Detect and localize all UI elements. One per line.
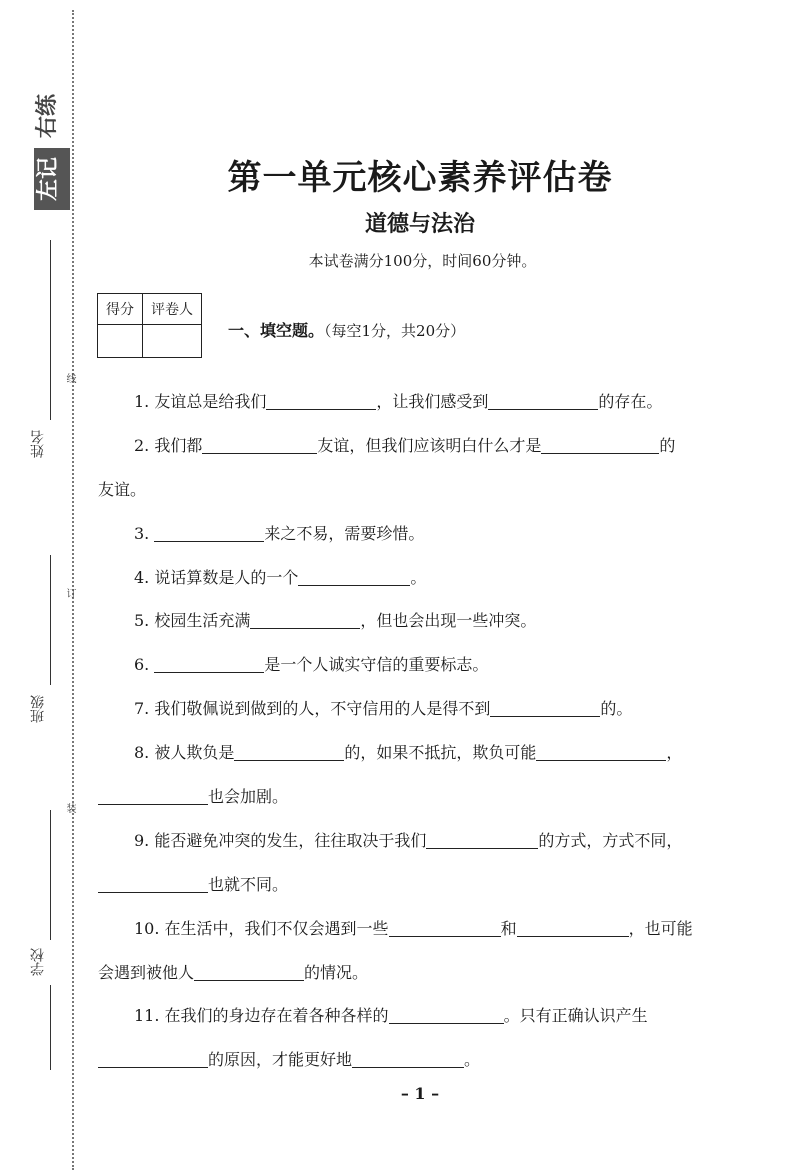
answer-blank[interactable] bbox=[541, 437, 659, 454]
section-heading bbox=[228, 318, 465, 341]
answer-blank[interactable] bbox=[98, 876, 208, 893]
cut-mark-xian: 线 bbox=[64, 373, 75, 383]
school-label: 学校 bbox=[30, 948, 46, 976]
question-1: 1. 友谊总是给我们 ，让我们感受到 的存在。 bbox=[134, 392, 663, 411]
answer-blank[interactable] bbox=[154, 656, 264, 673]
answer-blank[interactable] bbox=[234, 744, 344, 761]
question-3: 3. 来之不易，需要珍惜。 bbox=[134, 524, 425, 543]
question-8: 8. 被人欺负是 的，如果不抵抗，欺负可能 ， bbox=[134, 743, 683, 762]
question-2: 2. 我们都 友谊，但我们应该明白什么才是 的 bbox=[134, 436, 676, 455]
class-label: 班级 bbox=[30, 695, 46, 723]
answer-blank[interactable] bbox=[426, 832, 538, 849]
answer-blank[interactable] bbox=[517, 920, 629, 937]
exam-instructions: 本试卷满分100分，时间60分钟。 bbox=[308, 252, 537, 270]
answer-blank[interactable] bbox=[352, 1051, 464, 1068]
score-table bbox=[97, 293, 202, 358]
page-number: – 1 – bbox=[400, 1084, 440, 1103]
score-cell[interactable] bbox=[98, 325, 143, 358]
question-5: 5. 校园生活充满 ，但也会出现一些冲突。 bbox=[134, 611, 537, 630]
subject-title: 道德与法治 bbox=[364, 211, 475, 237]
question-11-continued: 的原因，才能更好地 。 bbox=[98, 1047, 480, 1070]
question-10-continued: 会遇到被他人 的情况。 bbox=[98, 963, 369, 982]
svg-text:左记: 左记 bbox=[36, 156, 61, 202]
cut-mark-zhuang: 装 bbox=[64, 803, 75, 813]
question-4: 4. 说话算数是人的一个 。 bbox=[134, 568, 427, 587]
answer-blank[interactable] bbox=[154, 525, 264, 542]
answer-blank[interactable] bbox=[298, 569, 410, 586]
answer-blank[interactable] bbox=[490, 700, 600, 717]
grader-header: 评卷人 bbox=[143, 294, 202, 325]
answer-blank[interactable] bbox=[536, 744, 666, 761]
page-title: 第一单元核心素养评估卷 bbox=[227, 158, 613, 198]
answer-blank[interactable] bbox=[250, 612, 360, 629]
class-line[interactable] bbox=[50, 555, 51, 685]
question-9-continued: 也就不同。 bbox=[98, 872, 288, 895]
section-note: （每空1分，共20分） bbox=[324, 322, 466, 340]
answer-blank[interactable] bbox=[202, 437, 317, 454]
answer-blank[interactable] bbox=[266, 393, 376, 410]
grader-cell[interactable] bbox=[143, 325, 202, 358]
section-title: 一、填空题。 bbox=[228, 321, 325, 340]
answer-blank[interactable] bbox=[98, 788, 208, 805]
school-line[interactable] bbox=[50, 810, 51, 940]
answer-blank[interactable] bbox=[194, 964, 304, 981]
question-8-continued: 也会加剧。 bbox=[98, 784, 288, 807]
question-9: 9. 能否避免冲突的发生，往往取决于我们 的方式，方式不同， bbox=[134, 831, 683, 850]
question-6: 6. 是一个人诚实守信的重要标志。 bbox=[134, 655, 489, 674]
answer-blank[interactable] bbox=[98, 1051, 208, 1068]
name-label: 姓名 bbox=[30, 430, 46, 458]
answer-blank[interactable] bbox=[389, 920, 501, 937]
question-7: 7. 我们敬佩说到做到的人，不守信用的人是得不到 的。 bbox=[134, 699, 633, 718]
score-header: 得分 bbox=[98, 294, 143, 325]
svg-text:右练: 右练 bbox=[35, 93, 60, 139]
answer-blank[interactable] bbox=[488, 393, 598, 410]
question-11: 11. 在我们的身边存在着各种各样的 。只有正确认识产生 bbox=[134, 1006, 648, 1025]
school-line-extra bbox=[50, 985, 51, 1070]
question-10: 10. 在生活中，我们不仅会遇到一些 和 ，也可能 bbox=[134, 919, 693, 938]
question-2-continued: 友谊。 bbox=[98, 480, 147, 499]
cut-mark-ding: 订 bbox=[64, 588, 75, 598]
answer-blank[interactable] bbox=[389, 1007, 504, 1024]
